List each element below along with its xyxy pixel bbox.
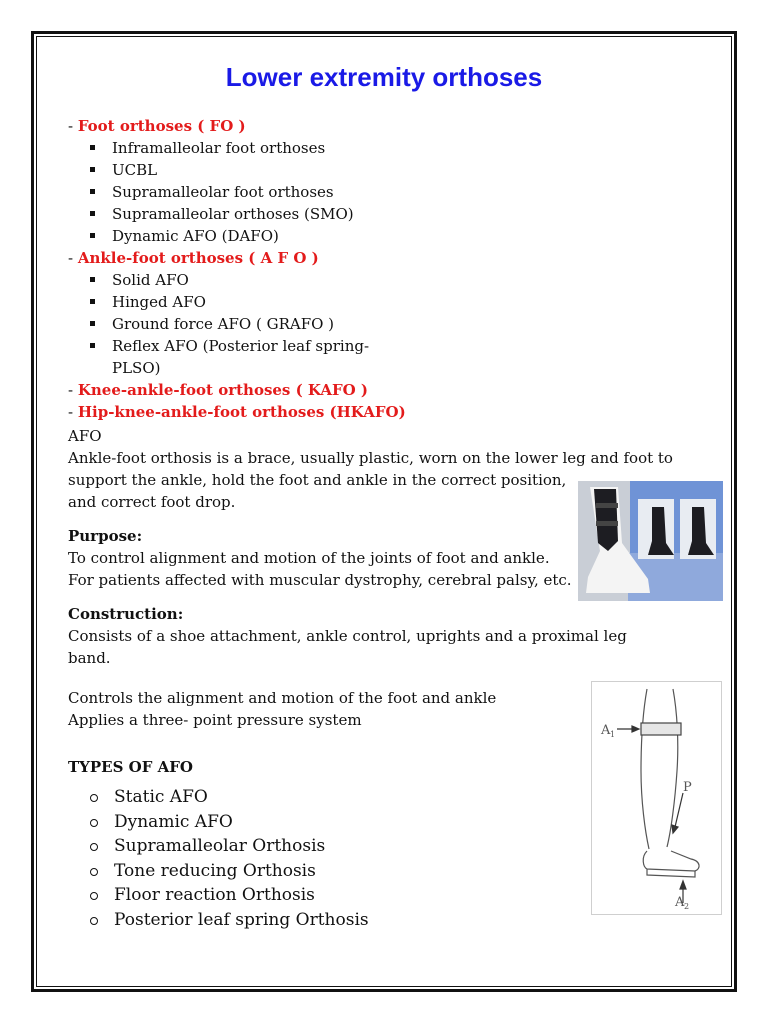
afo-description-line: support the ankle, hold the foot and ankle in the correct position, <box>68 471 567 489</box>
afo-brace-photo <box>578 481 723 601</box>
list-item: Hinged AFO <box>90 291 369 313</box>
construction-line: Consists of a shoe attachment, ankle control, uprights and a proximal leg <box>68 627 627 645</box>
afo-description-line: Ankle-foot orthosis is a brace, usually plastic, worn on the lower leg and foot to <box>68 449 673 467</box>
list-item: Supramalleolar orthoses (SMO) <box>90 203 354 225</box>
category-hip-knee-ankle-foot-orthoses: - Hip-knee-ankle-foot orthoses (HKAFO) <box>68 403 406 421</box>
list-item-continuation: PLSO) <box>112 359 161 377</box>
types-list <box>90 785 369 932</box>
category-ankle-foot-orthoses: - Ankle-foot orthoses ( A F O ) <box>68 249 319 267</box>
category-knee-ankle-foot-orthoses: - Knee-ankle-foot orthoses ( KAFO ) <box>68 381 369 399</box>
list-item: Dynamic AFO (DAFO) <box>90 225 354 247</box>
purpose-line: For patients affected with muscular dystrophy, cerebral palsy, etc. <box>68 571 572 589</box>
label-a1-subscript: 1 <box>610 730 616 739</box>
three-point-pressure-diagram <box>591 681 722 915</box>
purpose-heading: Purpose: <box>68 527 143 545</box>
page-title: Lower extremity orthoses <box>225 62 543 92</box>
controls-line: Controls the alignment and motion of the foot and ankle <box>68 689 497 707</box>
list-item: UCBL <box>90 159 354 181</box>
afo-heading: AFO <box>68 427 102 445</box>
list-item: Ground force AFO ( GRAFO ) <box>90 313 369 335</box>
list-item: Floor reaction Orthosis <box>90 883 369 908</box>
label-p: P <box>683 780 692 795</box>
list-item: Posterior leaf spring Orthosis <box>90 908 369 933</box>
list-item: Solid AFO <box>90 269 369 291</box>
list-item: Reflex AFO (Posterior leaf spring- <box>90 335 369 357</box>
label-a1: A <box>601 723 611 738</box>
label-a2-subscript: 2 <box>684 902 690 911</box>
list-item: Dynamic AFO <box>90 810 369 835</box>
foot-orthoses-list <box>90 137 354 247</box>
category-foot-orthoses: - Foot orthoses ( FO ) <box>68 117 246 135</box>
list-item: Inframalleolar foot orthoses <box>90 137 354 159</box>
list-item: Tone reducing Orthosis <box>90 859 369 884</box>
purpose-line: To control alignment and motion of the joints of foot and ankle. <box>68 549 550 567</box>
list-item: Supramalleolar Orthosis <box>90 834 369 859</box>
construction-heading: Construction: <box>68 605 184 623</box>
types-heading: TYPES OF AFO <box>68 758 193 776</box>
ankle-foot-orthoses-list <box>90 269 369 357</box>
list-item: Supramalleolar foot orthoses <box>90 181 354 203</box>
afo-description-line: and correct foot drop. <box>68 493 236 511</box>
list-item: Static AFO <box>90 785 369 810</box>
construction-line: band. <box>68 649 111 667</box>
label-a2: A <box>675 895 685 910</box>
controls-line: Applies a three- point pressure system <box>68 711 362 729</box>
